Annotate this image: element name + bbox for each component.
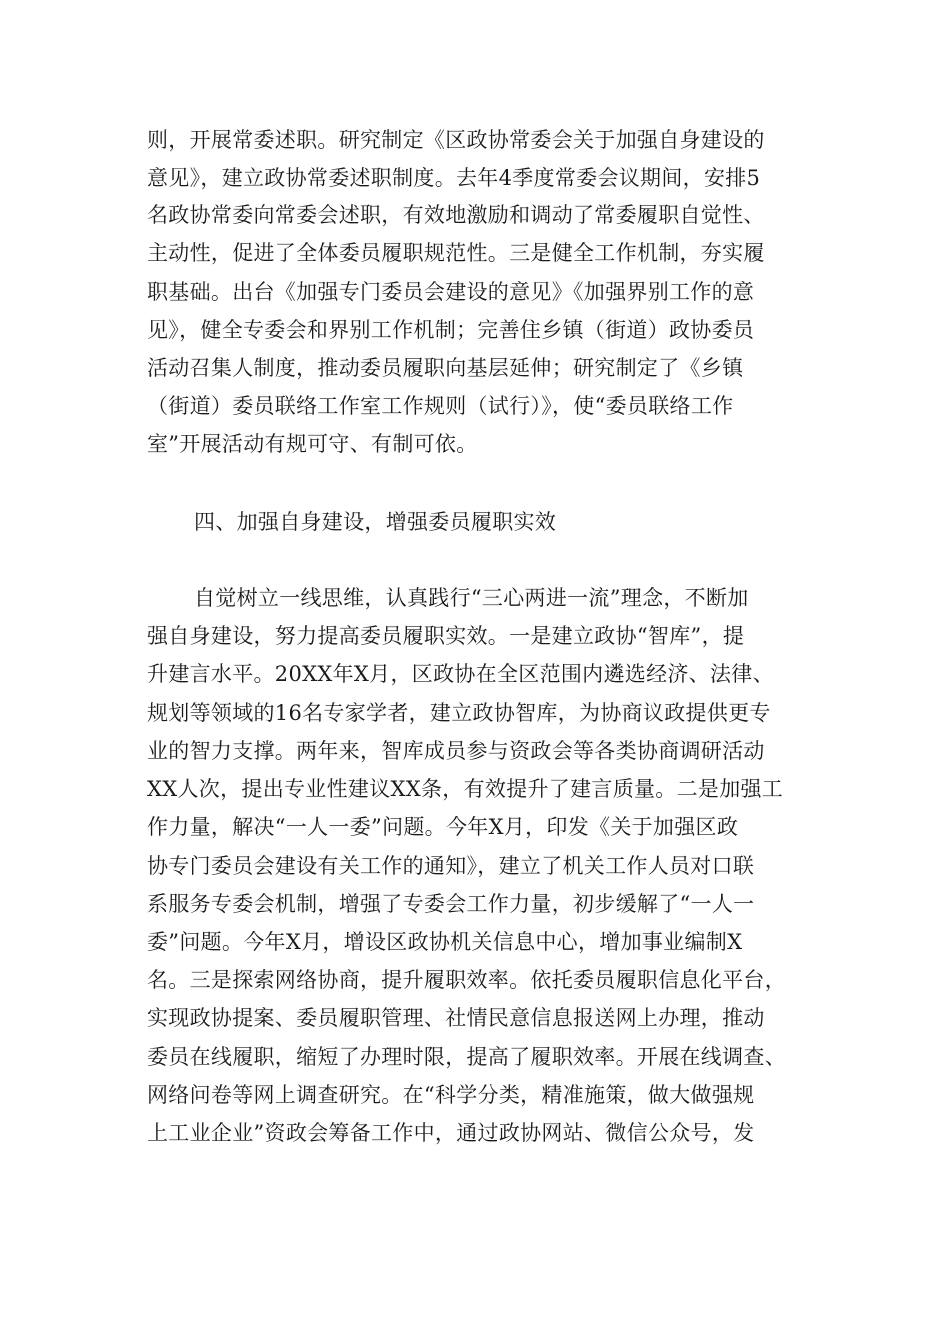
paragraph-1-line-5: 职基础。出台《加强专门委员会建设的意见》《加强界别工作的意: [147, 280, 755, 304]
paragraph-2-line-10: 委”问题。今年X月，增设区政协机关信息中心，增加事业编制X: [147, 930, 743, 954]
paragraph-2-line-6: XX人次，提出专业性建议XX条，有效提升了建言质量。二是加强工: [147, 777, 784, 801]
paragraph-2-line-8: 协专门委员会建设有关工作的通知》，建立了机关工作人员对口联: [147, 854, 755, 878]
paragraph-1-line-2: 意见》，建立政协常委述职制度。去年4季度常委会议期间，安排5: [147, 166, 761, 190]
paragraph-2-line-4: 规划等领域的16名专家学者，建立政协智库，为协商议政提供更专: [147, 701, 771, 725]
paragraph-1-line-8: （街道）委员联络工作室工作规则（试行）》，使“委员联络工作: [147, 394, 734, 418]
paragraph-1-line-3: 名政协常委向常委会述职，有效地激励和调动了常委履职自觉性、: [147, 203, 765, 227]
paragraph-2-line-7: 作力量，解决“一人一委”问题。今年X月，印发《关于加强区政: [147, 815, 739, 839]
paragraph-2-line-3: 升建言水平。20XX年X月，区政协在全区范围内遴选经济、法律、: [147, 662, 774, 686]
paragraph-1-line-4: 主动性，促进了全体委员履职规范性。三是健全工作机制，夯实履: [147, 241, 765, 265]
paragraph-1-line-1: 则，开展常委述职。研究制定《区政协常委会关于加强自身建设的: [147, 128, 765, 152]
paragraph-2-line-12: 实现政协提案、委员履职管理、社情民意信息报送网上办理，推动: [147, 1006, 765, 1030]
paragraph-2-line-1: 自觉树立一线思维，认真践行“三心两进一流”理念，不断加: [194, 586, 749, 610]
paragraph-2-line-15: 上工业企业”资政会筹备工作中，通过政协网站、微信公众号，发: [147, 1121, 755, 1145]
paragraph-2-line-9: 系服务专委会机制，增强了专委会工作力量，初步缓解了“一人一: [147, 892, 755, 916]
paragraph-2-line-13: 委员在线履职，缩短了办理时限，提高了履职效率。开展在线调查、: [147, 1045, 786, 1069]
paragraph-2-line-2: 强自身建设，努力提高委员履职实效。一是建立政协“智库”，提: [147, 624, 745, 648]
paragraph-2-line-5: 业的智力支撑。两年来，智库成员参与资政会等各类协商调研活动: [147, 739, 765, 763]
paragraph-2-line-14: 网络问卷等网上调查研究。在“科学分类，精准施策，做大做强规: [147, 1083, 755, 1107]
paragraph-1-line-9: 室”开展活动有规可守、有制可依。: [147, 432, 478, 456]
paragraph-2-line-11: 名。三是探索网络协商，提升履职效率。依托委员履职信息化平台，: [147, 968, 786, 992]
paragraph-1-line-7: 活动召集人制度，推动委员履职向基层延伸；研究制定了《乡镇: [147, 356, 744, 380]
section-heading: 四、加强自身建设，增强委员履职实效: [194, 510, 557, 534]
paragraph-1-line-6: 见》，健全专委会和界别工作机制；完善住乡镇（街道）政协委员: [147, 318, 755, 342]
